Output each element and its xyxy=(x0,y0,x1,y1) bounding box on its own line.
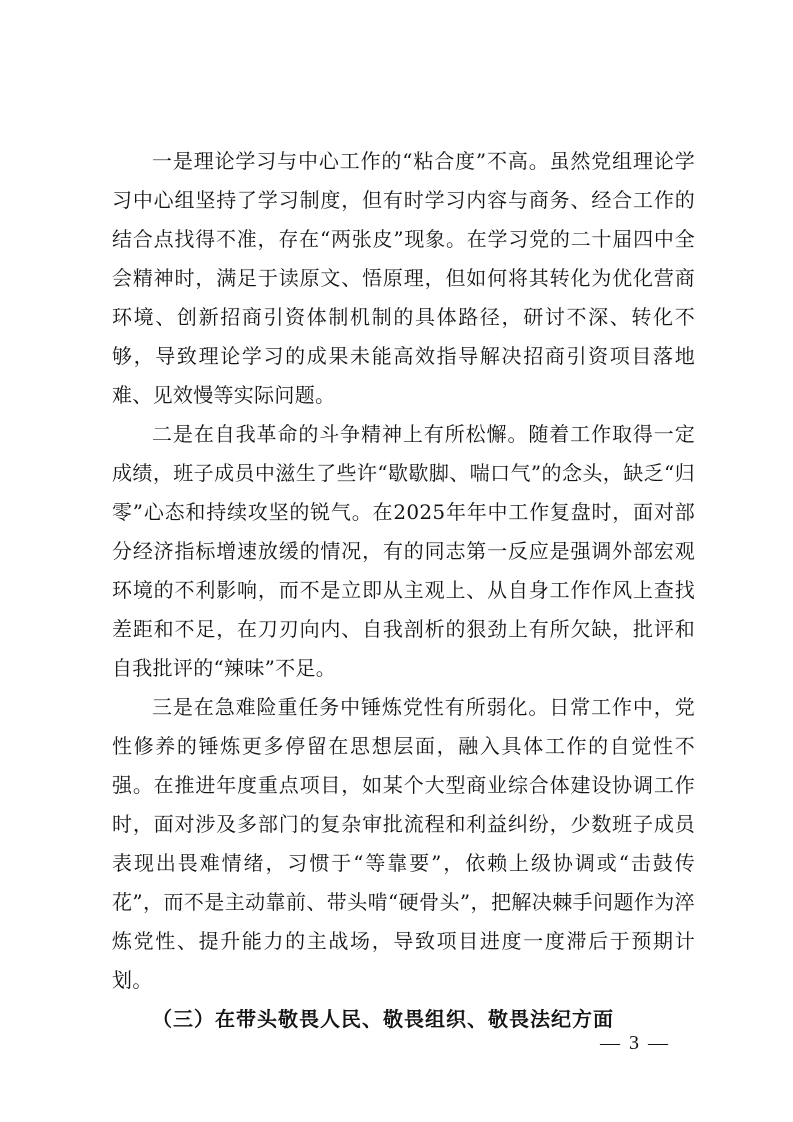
section-heading: （三）在带头敬畏人民、敬畏组织、敬畏法纪方面 xyxy=(152,1007,614,1031)
paragraph-3 xyxy=(112,688,695,1000)
body-text xyxy=(112,142,695,1039)
paragraph-2-text: 在自我革命的斗争精神上有所松懈。随着工作取得一定成绩，班子成员中滋生了些许“歇歇脚、喘口气”的念头，缺乏“归零”心态和持续攻坚的锐气。在2025年年中工作复盘时，面对部分经济指标增速放缓的情况，有的同志第一反应是强调外部宏观环境的不利影响，而不是立即从主观上、从自身工作作风上查找差距和不足，在刀刃向内、自我剖析的狠劲上有所欠缺，批评和自我批评的“辣味”不足。 xyxy=(112,422,695,680)
paragraph-2-lead: 二是 xyxy=(152,422,194,446)
paragraph-3-lead: 三是 xyxy=(152,695,194,719)
paragraph-2 xyxy=(112,415,695,688)
paragraph-1 xyxy=(112,142,695,415)
paragraph-1-lead: 一是 xyxy=(152,149,194,173)
paragraph-1-text: 理论学习与中心工作的“粘合度”不高。虽然党组理论学习中心组坚持了学习制度，但有时学习内容与商务、经合工作的结合点找得不准，存在“两张皮”现象。在学习党的二十届四中全会精神时，满足于读原文、悟原理，但如何将其转化为优化营商环境、创新招商引资体制机制的具体路径，研讨不深、转化不够，导致理论学习的成果未能高效指导解决招商引资项目落地难、见效慢等实际问题。 xyxy=(112,149,695,407)
page-number: — 3 — xyxy=(600,1032,670,1054)
paragraph-3-text: 在急难险重任务中锤炼党性有所弱化。日常工作中，党性修养的锤炼更多停留在思想层面，融入具体工作的自觉性不强。在推进年度重点项目，如某个大型商业综合体建设协调工作时，面对涉及多部门的复杂审批流程和利益纠纷，少数班子成员表现出畏难情绪，习惯于“等靠要”，依赖上级协调或“击鼓传花”，而不是主动靠前、带头啃“硬骨头”，把解决棘手问题作为淬炼党性、提升能力的主战场，导致项目进度一度滞后于预期计划。 xyxy=(112,695,695,992)
